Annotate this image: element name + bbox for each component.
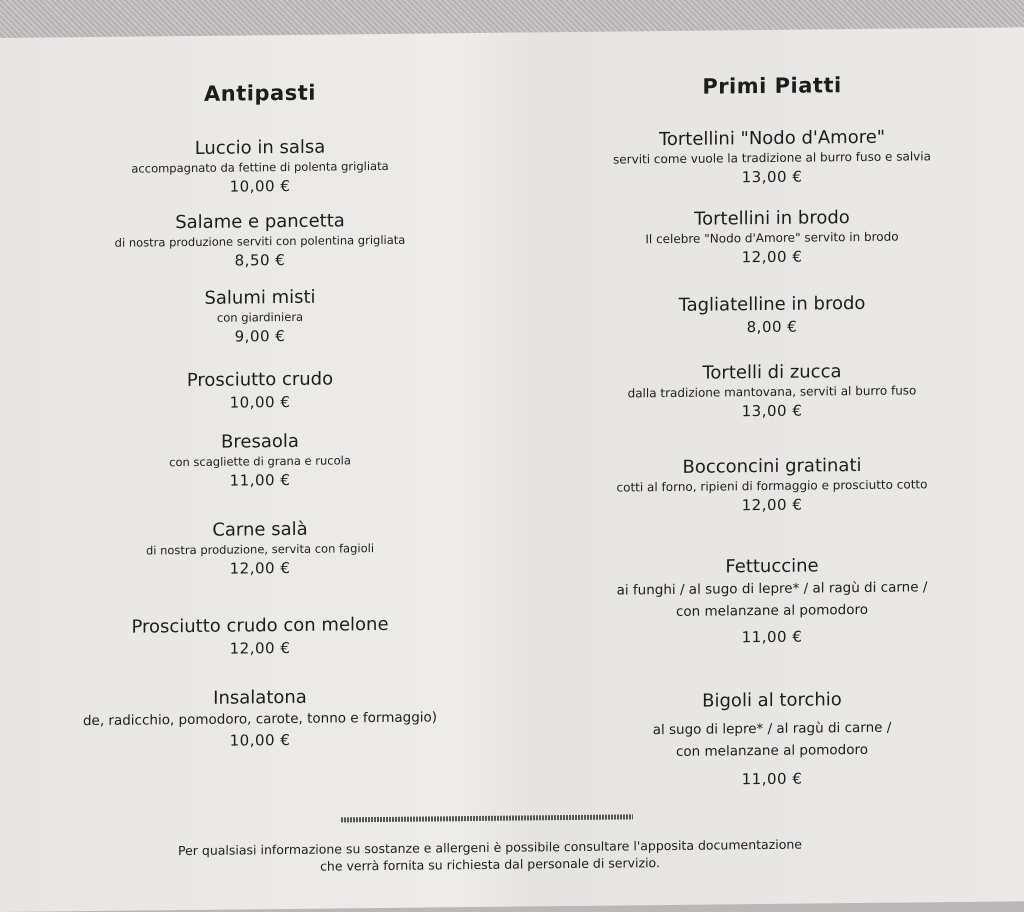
item-description: di nostra produzione serviti con polentina grigliata — [114, 232, 406, 250]
allergen-notice-line1: Per qualsiasi informazione su sostanze e allergeni è possibile consultare l'apposita documentazione — [178, 836, 802, 859]
item-price: 12,00 € — [229, 558, 291, 578]
menu-item — [0, 685, 520, 754]
item-description: cotti al forno, ripieni di formaggio e prosciutto cotto — [616, 477, 928, 495]
item-price: 11,00 € — [229, 470, 291, 490]
menu-item — [520, 125, 1024, 190]
menu-item — [0, 367, 520, 416]
item-name: Tortelli di zucca — [702, 361, 842, 384]
menu-item — [0, 517, 520, 582]
item-description: di nostra produzione, servita con fagioli — [145, 541, 375, 558]
menu-item — [520, 205, 1024, 270]
item-price: 8,00 € — [746, 317, 798, 337]
menu-item — [520, 553, 1024, 650]
allergen-notice — [0, 834, 980, 878]
item-name: Salumi misti — [204, 286, 316, 309]
item-price: 11,00 € — [741, 627, 803, 647]
item-price: 13,00 € — [741, 401, 803, 421]
item-description-line2: con melanzane al pomodoro — [676, 601, 868, 620]
item-name: Insalatona — [213, 686, 307, 709]
antipasti-heading: Antipasti — [204, 80, 316, 106]
item-price: 11,00 € — [741, 769, 803, 789]
item-name: Fettuccine — [725, 555, 819, 578]
item-description: Il celebre "Nodo d'Amore" servito in brodo — [645, 229, 899, 247]
item-price: 10,00 € — [229, 730, 291, 750]
menu-item — [520, 453, 1024, 518]
item-name: Tortellini in brodo — [694, 207, 850, 230]
item-description: con scagliette di grana e rucola — [169, 453, 351, 470]
item-description: dalla tradizione mantovana, serviti al burro fuso — [627, 383, 917, 401]
item-price: 12,00 € — [741, 495, 803, 515]
menu-item — [0, 135, 520, 200]
item-name: Tortellini "Nodo d'Amore" — [658, 126, 886, 151]
item-name: Bresaola — [221, 430, 299, 453]
allergen-notice-line2: che verrà fornita su richiesta dal personale di servizio. — [320, 855, 660, 874]
item-description: de, radicchio, pomodoro, carote, tonno e formaggio) — [82, 709, 438, 730]
item-name: Tagliatelline in brodo — [678, 292, 866, 316]
item-name: Bigoli al torchio — [702, 689, 842, 712]
item-name: Bocconcini gratinati — [682, 454, 862, 478]
menu-item — [520, 359, 1024, 424]
item-name: Salame e pancetta — [175, 210, 345, 234]
item-name: Carne salà — [212, 518, 308, 541]
menu-item — [520, 687, 1024, 792]
item-price: 13,00 € — [741, 167, 803, 187]
menu-page — [0, 27, 1024, 912]
item-description: con giardiniera — [216, 309, 304, 325]
item-description: ai funghi / al sugo di lepre* / al ragù di carne / — [616, 579, 928, 599]
divider-line — [341, 814, 633, 822]
item-price: 12,00 € — [229, 638, 291, 658]
item-name: Prosciutto crudo con melone — [131, 613, 389, 638]
item-price: 12,00 € — [741, 247, 803, 267]
item-description: al sugo di lepre* / al ragù di carne / — [652, 719, 892, 739]
menu-item — [0, 285, 520, 350]
item-price: 8,50 € — [234, 251, 286, 270]
item-name: Luccio in salsa — [194, 136, 326, 159]
menu-item — [0, 613, 520, 662]
menu-item — [520, 291, 1024, 340]
item-price: 10,00 € — [229, 176, 291, 196]
item-description: accompagnato da fettine di polenta grigliata — [131, 158, 389, 176]
primi-heading: Primi Piatti — [702, 73, 842, 99]
item-description: serviti come vuole la tradizione al burro fuso e salvia — [613, 149, 931, 167]
item-name: Prosciutto crudo — [186, 368, 334, 392]
item-description-line2: con melanzane al pomodoro — [676, 741, 868, 760]
item-price: 10,00 € — [229, 392, 291, 412]
menu-item — [0, 209, 520, 274]
menu-item — [0, 429, 520, 494]
item-price: 9,00 € — [234, 327, 286, 346]
